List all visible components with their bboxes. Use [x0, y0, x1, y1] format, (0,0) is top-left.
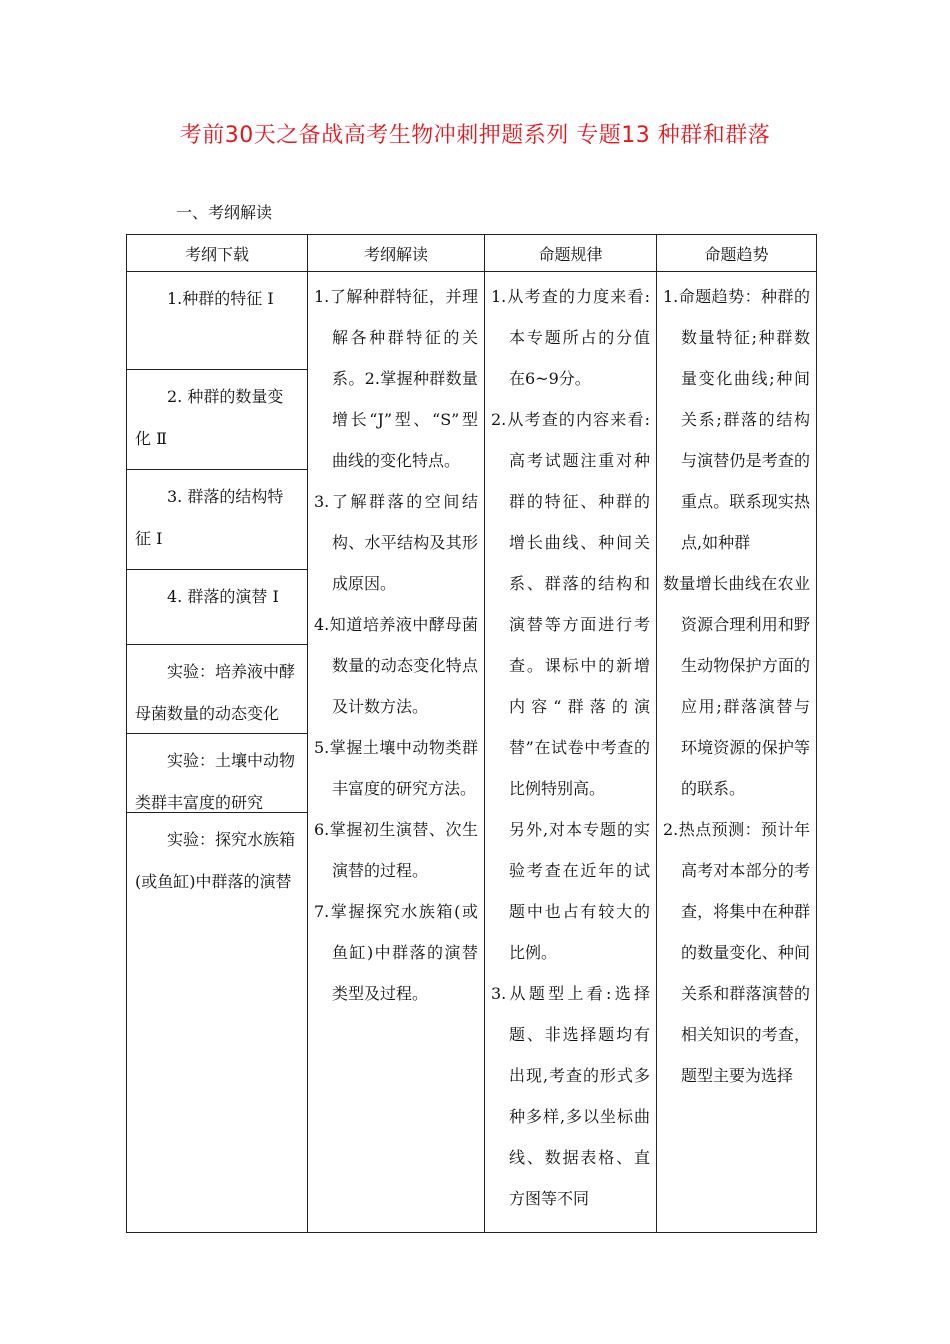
syllabus-item: 3. 群落的结构特征 Ⅰ — [127, 470, 307, 570]
header-cell: 考纲下载 — [127, 235, 308, 272]
syllabus-download-cell — [127, 272, 308, 1233]
proposition-rules-cell — [485, 272, 657, 1233]
syllabus-item: 实验：土壤中动物类群丰富度的研究 — [127, 734, 307, 813]
syllabus-interpretation-cell — [308, 272, 485, 1233]
syllabus-table — [126, 234, 817, 1233]
header-cell: 命题趋势 — [657, 235, 817, 272]
syllabus-item: 1.种群的特征 Ⅰ — [127, 272, 307, 370]
syllabus-item: 实验：探究水族箱(或鱼缸)中群落的演替 — [135, 830, 296, 891]
trend-item: 数量增长曲线在农业资源合理利用和野生动物保护方面的应用;群落演替与环境资源的保护等的联系。 — [663, 574, 810, 798]
rule-item: 3.从题型上看:选择题、非选择题均有出现,考查的形式多种多样,多以坐标曲线、数据表格、直方图等不同 — [491, 984, 650, 1208]
trend-item: 2.热点预测：预计年高考对本部分的考查，将集中在种群的数量变化、种间关系和群落演替的相关知识的考查，题型主要为选择 — [663, 820, 810, 1085]
section-heading: 一、考纲解读 — [176, 203, 273, 222]
interpretation-item: 4.知道培养液中酵母菌数量的动态变化特点及计数方法。 — [314, 615, 478, 716]
rule-item: 另外,对本专题的实验考查在近年的试题中也占有较大的比例。 — [509, 820, 650, 962]
syllabus-item: 实验：培养液中酵母菌数量的动态变化 — [127, 645, 307, 734]
trend-item: 1.命题趋势：种群的数量特征;种群数量变化曲线;种间关系;群落的结构与演替仍是考查的重点。联系现实热点,如种群 — [663, 287, 810, 552]
header-cell: 考纲解读 — [308, 235, 485, 272]
header-cell: 命题规律 — [485, 235, 657, 272]
syllabus-item: 2. 种群的数量变化 Ⅱ — [127, 370, 307, 470]
proposition-trend-cell — [657, 272, 817, 1233]
rule-item: 2.从考查的内容来看:高考试题注重对种群的特征、种群的增长曲线、种间关系、群落的结构和演替等方面进行考查。课标中的新增内容“群落的演替”在试卷中考查的比例特别高。 — [491, 410, 650, 798]
interpretation-item: 6.掌握初生演替、次生演替的过程。 — [314, 820, 478, 880]
table-row — [127, 272, 817, 1233]
table-header-row — [127, 235, 817, 272]
document-title: 考前30天之备战高考生物冲刺押题系列 专题13 种群和群落 — [179, 123, 771, 148]
interpretation-item: 3.了解群落的空间结构、水平结构及其形成原因。 — [314, 492, 478, 593]
rule-item: 1.从考查的力度来看:本专题所占的分值在6~9分。 — [491, 287, 650, 388]
interpretation-item: 7.掌握探究水族箱(或鱼缸)中群落的演替类型及过程。 — [314, 902, 478, 1003]
interpretation-item: 5.掌握土壤中动物类群丰富度的研究方法。 — [314, 738, 478, 798]
syllabus-item: 4. 群落的演替 Ⅰ — [127, 570, 307, 645]
interpretation-item: 1.了解种群特征，并理解各种群特征的关系。2.掌握种群数量增长“J”型、“S”型曲线的变化特点。 — [314, 287, 478, 470]
